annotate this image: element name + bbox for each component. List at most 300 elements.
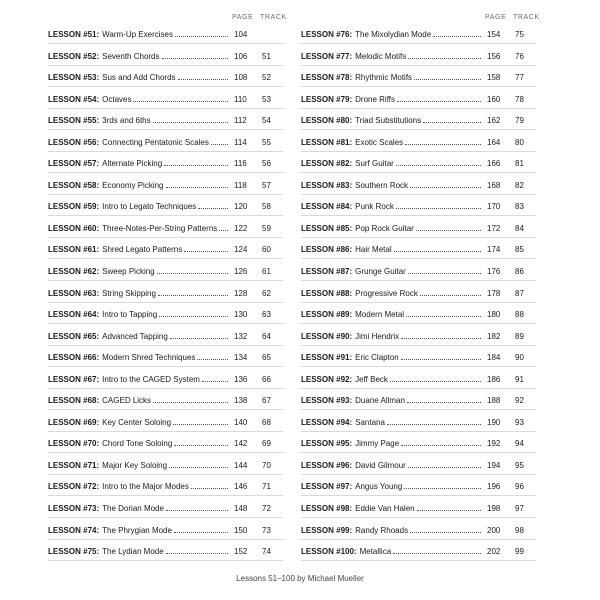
page-number: 148 (234, 504, 248, 514)
toc-entry-label (48, 51, 230, 63)
row-divider (301, 539, 536, 540)
lesson-title: String Skipping (102, 288, 156, 298)
dot-leader (162, 51, 228, 59)
track-number: 70 (262, 460, 271, 470)
toc-entry-label (301, 503, 483, 515)
toc-entry (301, 199, 533, 221)
track-number: 60 (262, 245, 271, 255)
page-number: 132 (234, 331, 248, 341)
lesson-number: LESSON #62: (48, 267, 100, 277)
row-divider (301, 323, 536, 324)
dot-leader (157, 266, 228, 274)
toc-entry-label (48, 503, 230, 515)
lesson-number: LESSON #65: (48, 331, 100, 341)
lesson-number: LESSON #80: (301, 116, 353, 126)
row-divider (301, 409, 536, 410)
toc-entry-label (301, 438, 483, 450)
page-number: 178 (487, 288, 501, 298)
toc-entry (48, 113, 280, 135)
track-number: 73 (262, 525, 271, 535)
track-number: 81 (515, 159, 524, 169)
lesson-title: Jimmy Page (355, 439, 400, 449)
dot-leader (164, 158, 228, 166)
page-number: 122 (234, 223, 248, 233)
lesson-title: Southern Rock (355, 180, 409, 190)
lesson-title: Triad Substitutions (355, 116, 422, 126)
dot-leader (408, 51, 481, 59)
toc-entry (48, 242, 280, 264)
track-number: 84 (515, 223, 524, 233)
row-divider (48, 194, 283, 195)
page-number: 146 (234, 482, 248, 492)
lesson-number: LESSON #100: (301, 547, 357, 557)
toc-entry-label (301, 546, 483, 558)
row-divider (48, 129, 283, 130)
dot-leader (170, 331, 228, 339)
toc-entry (48, 49, 280, 71)
track-number: 52 (262, 73, 271, 83)
lesson-number: LESSON #85: (301, 223, 353, 233)
lesson-title: Intro to Legato Techniques (102, 202, 197, 212)
lesson-number: LESSON #79: (301, 94, 353, 104)
page-number: 116 (234, 159, 247, 169)
track-number: 64 (262, 331, 271, 341)
lesson-number: LESSON #95: (301, 439, 353, 449)
toc-entry-label (48, 331, 230, 343)
toc-entry-label (301, 288, 483, 300)
row-divider (301, 215, 536, 216)
track-number: 87 (515, 288, 524, 298)
page-number: 108 (234, 73, 248, 83)
dot-leader (410, 180, 481, 188)
lesson-title: Advanced Tapping (102, 331, 168, 341)
lesson-title: Melodic Motifs (355, 51, 407, 61)
row-divider (301, 345, 536, 346)
row-divider (301, 474, 536, 475)
toc-entry (48, 350, 280, 372)
toc-entry (301, 329, 533, 351)
lesson-number: LESSON #60: (48, 223, 100, 233)
lesson-number: LESSON #71: (48, 460, 100, 470)
row-divider (301, 151, 536, 152)
track-number: 58 (262, 202, 271, 212)
dot-leader (408, 266, 481, 274)
lesson-number: LESSON #74: (48, 525, 100, 535)
track-number: 65 (262, 353, 271, 363)
track-number: 83 (515, 202, 524, 212)
page-number: 126 (234, 267, 248, 277)
toc-entry (301, 523, 533, 545)
toc-entry (48, 544, 280, 566)
lesson-title: Randy Rhoads (355, 525, 409, 535)
lesson-number: LESSON #58: (48, 180, 100, 190)
row-divider (48, 258, 283, 259)
page-number: 176 (487, 267, 501, 277)
lesson-title: Angus Young (355, 482, 403, 492)
toc-entry-label (48, 352, 230, 364)
dot-leader (404, 481, 481, 489)
dot-leader (169, 460, 228, 468)
lesson-title: Major Key Soloing (102, 460, 168, 470)
row-divider (301, 129, 536, 130)
toc-entry (48, 199, 280, 221)
page-number: 124 (234, 245, 248, 255)
track-number: 71 (262, 482, 271, 492)
page-number: 170 (487, 202, 501, 212)
toc-entry (48, 415, 280, 437)
track-number: 92 (515, 396, 524, 406)
page-number: 128 (234, 288, 248, 298)
track-number: 99 (515, 547, 524, 557)
lesson-title: Alternate Picking (102, 159, 163, 169)
row-divider (48, 431, 283, 432)
toc-entry (301, 92, 533, 114)
lesson-number: LESSON #94: (301, 417, 353, 427)
lesson-title: Economy Picking (102, 180, 164, 190)
lesson-title: Intro to Tapping (102, 310, 158, 320)
toc-entry-label (48, 266, 230, 278)
lesson-title: Eric Clapton (355, 353, 399, 363)
lesson-number: LESSON #90: (301, 331, 353, 341)
lesson-number: LESSON #66: (48, 353, 100, 363)
lesson-number: LESSON #72: (48, 482, 100, 492)
dot-leader (407, 395, 481, 403)
lesson-number: LESSON #67: (48, 374, 100, 384)
row-divider (301, 108, 536, 109)
page-number: 180 (487, 310, 501, 320)
lesson-number: LESSON #52: (48, 51, 100, 61)
lesson-title: Punk Rock (355, 202, 394, 212)
toc-entry-label (301, 223, 483, 235)
page-footer: Lessons 51–100 by Michael Mueller (236, 574, 364, 583)
row-divider (301, 258, 536, 259)
toc-entry (48, 27, 280, 49)
track-number: 97 (515, 504, 524, 514)
lesson-title: Progressive Rock (355, 288, 418, 298)
track-number: 68 (262, 417, 271, 427)
toc-entry (48, 393, 280, 415)
page-number: 142 (234, 439, 248, 449)
toc-entry-label (301, 244, 483, 256)
lesson-title: Modern Metal (355, 310, 405, 320)
track-number: 93 (515, 417, 524, 427)
dot-leader (397, 94, 481, 102)
dot-leader (390, 374, 481, 382)
page-number: 192 (487, 439, 501, 449)
track-number: 66 (262, 374, 271, 384)
toc-entry-label (301, 460, 483, 472)
lesson-title: The Mixolydian Mode (355, 30, 432, 39)
toc-entry-label (48, 460, 230, 472)
dot-leader (159, 309, 228, 317)
lesson-title: Warm-Up Exercises (102, 30, 173, 39)
page-number: 136 (234, 374, 248, 384)
toc-entry-label (301, 94, 483, 106)
dot-leader (401, 438, 481, 446)
dot-leader (396, 201, 481, 209)
lesson-number: LESSON #55: (48, 116, 100, 126)
page-number: 156 (487, 51, 501, 61)
lesson-number: LESSON #63: (48, 288, 100, 298)
track-number: 95 (515, 460, 524, 470)
lesson-number: LESSON #51: (48, 30, 100, 39)
toc-entry (301, 113, 533, 135)
toc-rows-left (48, 27, 280, 566)
track-number: 76 (515, 51, 524, 61)
lesson-title: Three-Notes-Per-String Patterns (102, 223, 218, 233)
toc-entry (48, 221, 280, 243)
row-divider (48, 65, 283, 66)
lesson-number: LESSON #87: (301, 267, 353, 277)
dot-leader (166, 546, 228, 554)
row-divider (301, 237, 536, 238)
toc-entry (301, 372, 533, 394)
lesson-title: Modern Shred Techniques (102, 353, 196, 363)
dot-leader (394, 244, 481, 252)
lesson-number: LESSON #75: (48, 547, 100, 557)
track-number: 96 (515, 482, 524, 492)
toc-entry-label (48, 223, 230, 235)
lesson-title: Pop Rock Guitar (355, 223, 414, 233)
page-number: 112 (234, 116, 247, 126)
lesson-number: LESSON #69: (48, 417, 100, 427)
page-number: 186 (487, 374, 501, 384)
lesson-number: LESSON #54: (48, 94, 100, 104)
lesson-title: Surf Guitar (355, 159, 394, 169)
dot-leader (393, 546, 481, 554)
lesson-title: Duane Allman (355, 396, 405, 406)
page-number: 196 (487, 482, 501, 492)
lesson-title: David Gilmour (355, 460, 406, 470)
dot-leader (198, 201, 228, 209)
lesson-number: LESSON #61: (48, 245, 100, 255)
row-divider (301, 280, 536, 281)
track-number: 94 (515, 439, 524, 449)
toc-entry-label (48, 94, 230, 106)
toc-entry-label (48, 201, 230, 213)
row-divider (301, 194, 536, 195)
page-number: 168 (487, 180, 501, 190)
track-number: 74 (262, 547, 271, 557)
toc-entry (301, 286, 533, 308)
toc-entry-label (301, 395, 483, 407)
toc-entry-label (301, 201, 483, 213)
row-divider (301, 366, 536, 367)
toc-entry (48, 70, 280, 92)
page-number: 158 (487, 73, 501, 83)
toc-entry (48, 501, 280, 523)
lesson-title: Chord Tone Soloing (102, 439, 173, 449)
page-number: 106 (234, 51, 248, 61)
toc-entry (301, 479, 533, 501)
row-divider (301, 302, 536, 303)
row-divider (301, 65, 536, 66)
toc-entry (301, 458, 533, 480)
toc-entry-label (301, 481, 483, 493)
dot-leader (174, 525, 228, 533)
lesson-number: LESSON #83: (301, 180, 353, 190)
track-number: 54 (262, 116, 271, 126)
lesson-title: Santana (355, 417, 385, 427)
lesson-title: Intro to the CAGED System (102, 374, 200, 384)
track-number: 51 (262, 51, 271, 61)
toc-entry-label (48, 417, 230, 429)
row-divider (301, 388, 536, 389)
lesson-number: LESSON #73: (48, 504, 100, 514)
page-number: 120 (234, 202, 248, 212)
row-divider (48, 86, 283, 87)
toc-entry-label (301, 137, 483, 149)
toc-entry (48, 286, 280, 308)
row-divider (48, 388, 283, 389)
dot-leader (408, 460, 481, 468)
toc-entry-label (301, 374, 483, 386)
row-divider (48, 43, 283, 44)
row-divider (48, 409, 283, 410)
toc-entry-label (301, 51, 483, 63)
toc-entry-label (48, 546, 230, 558)
track-number: 86 (515, 267, 524, 277)
toc-entry (48, 178, 280, 200)
track-number: 85 (515, 245, 524, 255)
toc-entry (301, 436, 533, 458)
row-divider (48, 452, 283, 453)
lesson-number: LESSON #82: (301, 159, 353, 169)
track-number: 90 (515, 353, 524, 363)
dot-leader (423, 115, 481, 123)
row-divider (48, 108, 283, 109)
toc-entry (48, 307, 280, 329)
lesson-number: LESSON #56: (48, 137, 100, 147)
toc-entry (301, 70, 533, 92)
toc-entry (301, 242, 533, 264)
toc-entry-label (301, 417, 483, 429)
dot-leader (184, 244, 228, 252)
dot-leader (175, 29, 228, 37)
page-number: 184 (487, 353, 501, 363)
toc-entry (301, 221, 533, 243)
dot-leader (406, 309, 481, 317)
dot-leader (416, 223, 481, 231)
page-number: 160 (487, 94, 501, 104)
page-number: 154 (487, 30, 501, 39)
page-column-header: PAGE (232, 14, 254, 21)
toc-entry-label (48, 438, 230, 450)
toc-entry-label (48, 288, 230, 300)
lesson-title: CAGED Licks (102, 396, 152, 406)
page-number: 144 (234, 460, 248, 470)
dot-leader (219, 223, 228, 231)
lesson-number: LESSON #86: (301, 245, 353, 255)
page-number: 130 (234, 310, 248, 320)
track-number: 72 (262, 504, 271, 514)
row-divider (48, 495, 283, 496)
toc-entry (301, 49, 533, 71)
toc-entry-label (301, 525, 483, 537)
page-number: 202 (487, 547, 501, 557)
row-divider (301, 86, 536, 87)
dot-leader (433, 29, 481, 37)
lesson-number: LESSON #99: (301, 525, 353, 535)
page-number: 150 (234, 525, 248, 535)
lesson-title: Grunge Guitar (355, 267, 406, 277)
lesson-title: The Dorian Mode (102, 504, 164, 514)
dot-leader (417, 503, 481, 511)
dot-leader (401, 331, 481, 339)
row-divider (48, 366, 283, 367)
track-number: 61 (262, 267, 271, 277)
toc-entry (301, 135, 533, 157)
lesson-number: LESSON #64: (48, 310, 100, 320)
dot-leader (405, 137, 481, 145)
dot-leader (211, 137, 228, 145)
toc-entry (48, 523, 280, 545)
lesson-title: Drone Riffs (355, 94, 396, 104)
lesson-title: Octaves (102, 94, 132, 104)
page-number: 110 (234, 94, 247, 104)
row-divider (48, 517, 283, 518)
lesson-title: Intro to the Major Modes (102, 482, 189, 492)
dot-leader (178, 72, 228, 80)
page-number: 140 (234, 417, 248, 427)
row-divider (48, 474, 283, 475)
track-number: 62 (262, 288, 271, 298)
lesson-number: LESSON #68: (48, 396, 100, 406)
row-divider (48, 151, 283, 152)
toc-entry (48, 264, 280, 286)
toc-entry-label (301, 29, 483, 41)
page-column-header: PAGE (485, 14, 507, 21)
page-number: 118 (234, 180, 247, 190)
toc-entry (48, 135, 280, 157)
track-number: 77 (515, 73, 524, 83)
track-number: 57 (262, 180, 271, 190)
row-divider (48, 280, 283, 281)
track-number: 98 (515, 525, 524, 535)
dot-leader (401, 352, 481, 360)
toc-entry (48, 92, 280, 114)
dot-leader (420, 288, 481, 296)
toc-entry (48, 436, 280, 458)
toc-entry-label (48, 72, 230, 84)
dot-leader (396, 158, 481, 166)
dot-leader (387, 417, 481, 425)
row-divider (48, 345, 283, 346)
page-number: 188 (487, 396, 501, 406)
dot-leader (174, 438, 228, 446)
lesson-title: Exotic Scales (355, 137, 404, 147)
lesson-number: LESSON #84: (301, 202, 353, 212)
track-number: 56 (262, 159, 271, 169)
track-column-header: TRACK (260, 14, 287, 21)
track-number: 55 (262, 137, 271, 147)
lesson-number: LESSON #97: (301, 482, 353, 492)
page-number: 134 (234, 353, 248, 363)
track-number: 69 (262, 439, 271, 449)
toc-entry (301, 501, 533, 523)
track-column-header: TRACK (513, 14, 540, 21)
toc-entry-label (48, 525, 230, 537)
lesson-title: Connecting Pentatonic Scales (102, 137, 209, 147)
row-divider (48, 560, 283, 561)
page-number: 198 (487, 504, 501, 514)
toc-entry-label (48, 180, 230, 192)
lesson-number: LESSON #93: (301, 396, 353, 406)
lesson-number: LESSON #96: (301, 460, 353, 470)
toc-entry-label (48, 395, 230, 407)
toc-entry-label (48, 115, 230, 127)
row-divider (301, 560, 536, 561)
